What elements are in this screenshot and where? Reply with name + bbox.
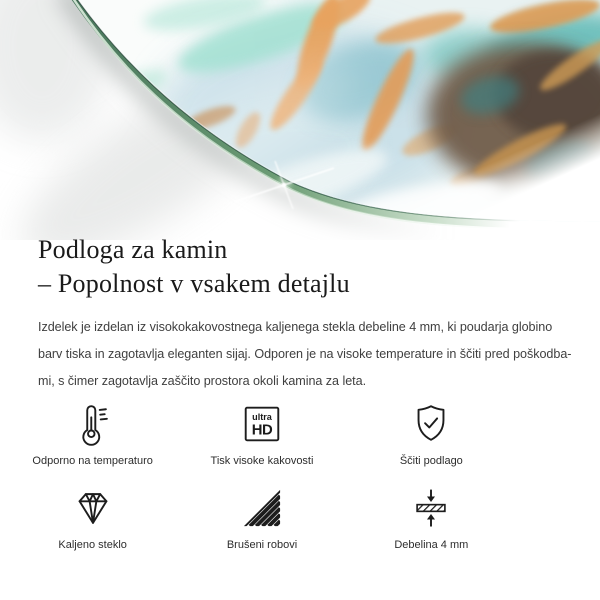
shield-check-icon <box>408 401 454 447</box>
ultra-hd-text-bottom: HD <box>251 422 273 439</box>
diamond-icon <box>70 485 116 531</box>
page-title <box>38 233 562 301</box>
feature-tempered-glass <box>8 485 177 552</box>
thermometer-icon <box>70 401 116 447</box>
feature-polished-edges <box>177 485 346 552</box>
product-image <box>0 0 600 240</box>
description-line: Izdelek je izdelan iz visokokakovostnega kaljenega stekla debeline 4 mm, ki poudarja globino <box>38 320 553 334</box>
description-line: barv tiska in zagotavlja eleganten sijaj. Odporen je na visoke temperature in ščiti pred poškodba- <box>38 347 572 361</box>
product-description <box>38 314 572 395</box>
feature-label: Ščiti podlago <box>399 455 463 467</box>
feature-label: Debelina 4 mm <box>394 539 469 551</box>
feature-label: Brušeni robovi <box>226 539 298 551</box>
ultra-hd-icon <box>239 401 285 447</box>
title-line-1: Podloga za kamin <box>38 235 228 264</box>
brushed-edges-icon <box>239 485 285 531</box>
feature-label: Tisk visoke kakovosti <box>210 455 314 467</box>
feature-temperature <box>8 401 177 468</box>
feature-label: Odporno na temperaturo <box>32 455 153 467</box>
title-line-2: – Popolnost v vsakem detajlu <box>38 269 350 298</box>
description-line: mi, s čimer zagotavlja zaščito prostora okoli kamina za leta. <box>38 374 367 388</box>
thickness-compress-icon <box>408 485 454 531</box>
feature-print-quality <box>177 401 346 468</box>
feature-thickness <box>347 485 516 552</box>
feature-grid <box>8 401 516 552</box>
ultra-hd-text-top: ultra <box>252 412 272 423</box>
feature-label: Kaljeno steklo <box>58 539 127 551</box>
description-section <box>0 233 600 395</box>
feature-protection <box>347 401 516 468</box>
